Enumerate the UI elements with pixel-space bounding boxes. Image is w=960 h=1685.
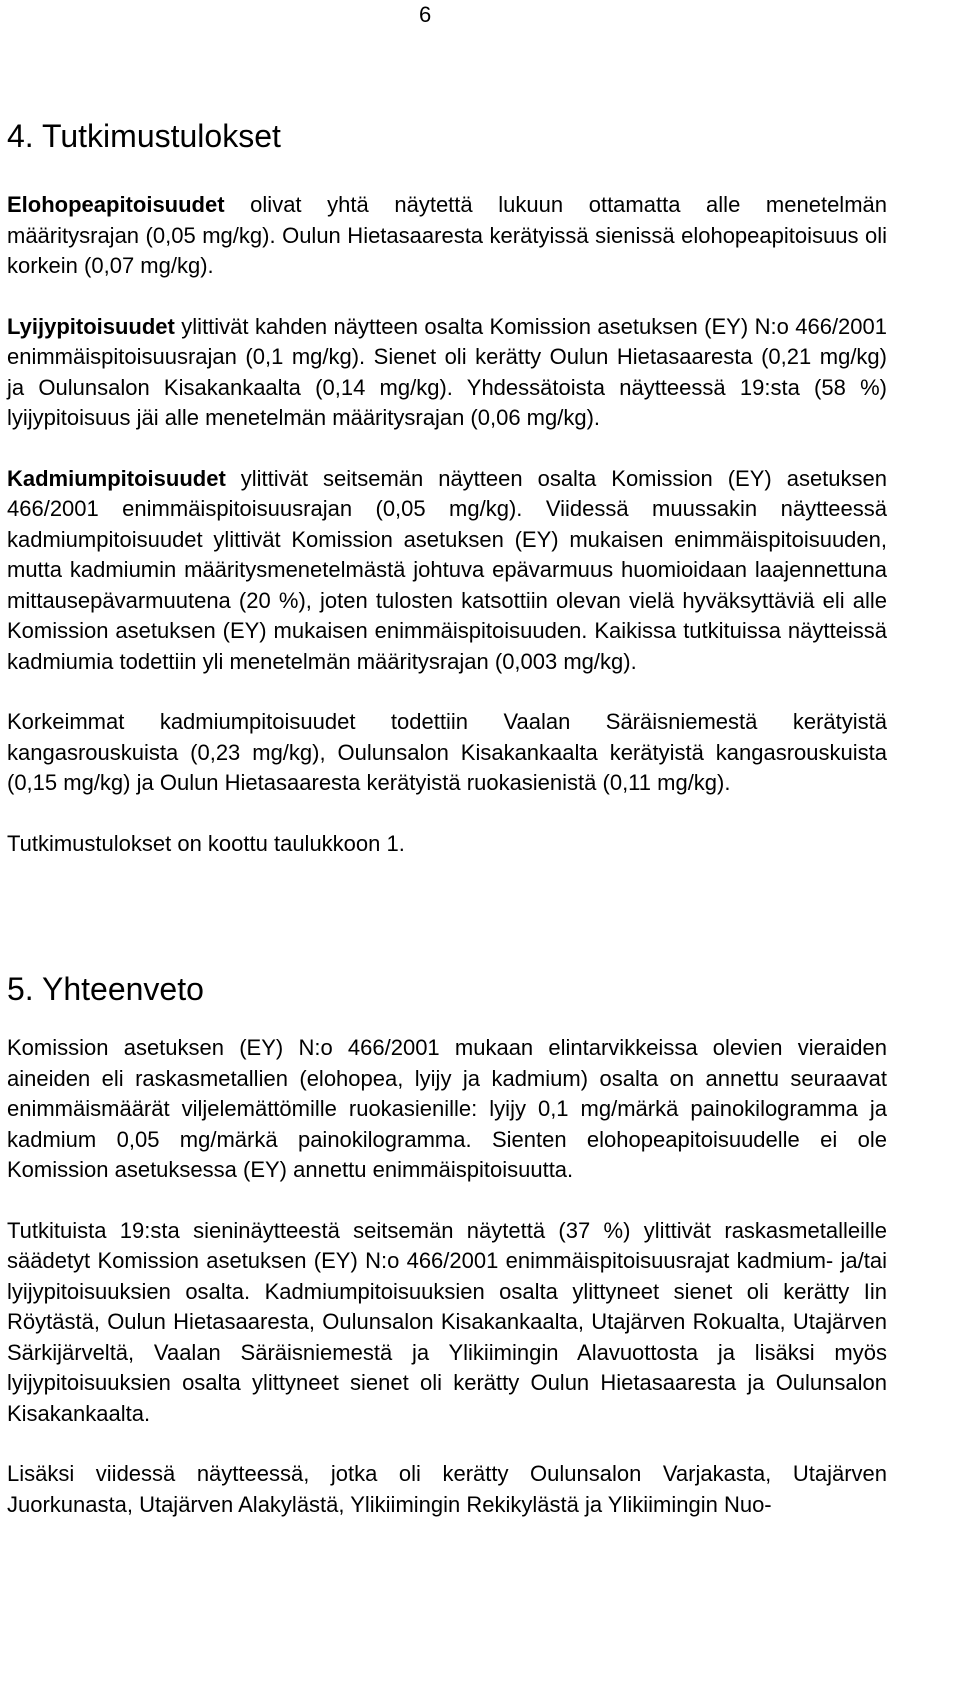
- lead-term-lead: Lyijypitoisuudet: [7, 313, 175, 339]
- paragraph-mercury-text: olivat yhtä näytettä lukuun ottamatta alle menetelmän määritysrajan (0,05 mg/kg). Oulun Hietasaaresta kerätyissä sienissä elohopeapitoisuus oli korkein (0,07 mg/kg).: [7, 192, 887, 278]
- section-heading-results: 4. Tutkimustulokset: [7, 118, 281, 154]
- paragraph-cadmium-text: ylittivät seitsemän näytteen osalta Komission (EY) asetuksen 466/2001 enimmäispitoisuusrajan (0,05 mg/kg). Viidessä muussakin näytteessä kadmiumpitoisuudet ylittivät Komission asetuksen (EY) mukaisen enimmäispitoisuuden, mutta kadmiumin määritysmenetelmästä johtuva epävarmuus huomioidaan laajennettuna mittausepävarmuutena (20 %), joten tulosten katsottiin olevan vielä hyväksyttäviä eli alle Komission asetuksen (EY) mukaisen enimmäispitoisuuden. Kaikissa tutkituissa näytteissä kadmiumia todettiin yli menetelmän määritysrajan (0,003 mg/kg).: [7, 465, 887, 674]
- paragraph-lead-text: ylittivät kahden näytteen osalta Komission asetuksen (EY) N:o 466/2001 enimmäispitoisuusrajan (0,1 mg/kg). Sienet oli kerätty Oulun Hietasaaresta (0,21 mg/kg) ja Oulunsalon Kisakankaalta (0,14 mg/kg). Yhdessätoista näytteessä 19:sta (58 %) lyijypitoisuus jäi alle menetelmän määritysrajan (0,06 mg/kg).: [7, 313, 887, 430]
- paragraph-lead: [7, 312, 887, 434]
- paragraph-additional-samples: Lisäksi viidessä näytteessä, jotka oli kerätty Oulunsalon Varjakasta, Utajärven Juorkunasta, Utajärven Alakylästä, Ylikiimingin Rekikylästä ja Ylikiimingin Nuo-: [7, 1461, 887, 1517]
- paragraph-regulation: Komission asetuksen (EY) N:o 466/2001 mukaan elintarvikkeissa olevien vieraiden aineiden eli raskasmetallien (elohopea, lyijy ja kadmium) osalta on annettu seuraavat enimmäismäärät viljelemättömille ruokasienille: lyijy 0,1 mg/märkä painokilogramma ja kadmium 0,05 mg/märkä painokilogramma. Sienten elohopeapitoisuudelle ei ole Komission asetuksessa (EY) annettu enimmäispitoisuutta.: [7, 1035, 887, 1182]
- section-heading-summary: 5. Yhteenveto: [7, 971, 204, 1007]
- paragraph-cadmium: [7, 464, 887, 678]
- page-number: 6: [419, 2, 432, 27]
- document-body: [7, 108, 887, 1520]
- paragraph-table-reference: Tutkimustulokset on koottu taulukkoon 1.: [7, 830, 405, 856]
- paragraph-exceedances: Tutkituista 19:sta sieninäytteestä seitsemän näytettä (37 %) ylittivät raskasmetalleille säädetyt Komission asetuksen (EY) N:o 466/2001 enimmäispitoisuusrajat kadmium- ja/tai lyijypitoisuuksien osalta. Kadmiumpitoisuuksien osalta ylittyneet sienet oli kerätty Iin Röytästä, Oulun Hietasaaresta, Oulunsalon Kisakankaalta, Utajärven Rokualta, Utajärven Särkijärveltä, Vaalan Säräisniemestä ja Ylikiimingin Alavuottosta ja lisäksi myös lyijypitoisuuksien osalta ylittyneet sienet oli kerätty Oulun Hietasaaresta ja Oulunsalon Kisakankaalta.: [7, 1217, 887, 1426]
- lead-term-mercury: Elohopeapitoisuudet: [7, 192, 225, 217]
- paragraph-mercury: [7, 190, 887, 282]
- lead-term-cadmium: Kadmiumpitoisuudet: [7, 465, 226, 491]
- paragraph-highest-cadmium: Korkeimmat kadmiumpitoisuudet todettiin Vaalan Säräisniemestä kerätyistä kangasrouskuista (0,23 mg/kg), Oulunsalon Kisakankaalta kerätyistä kangasrouskuista (0,15 mg/kg) ja Oulun Hietasaaresta kerätyistä ruokasienistä (0,11 mg/kg).: [7, 709, 887, 795]
